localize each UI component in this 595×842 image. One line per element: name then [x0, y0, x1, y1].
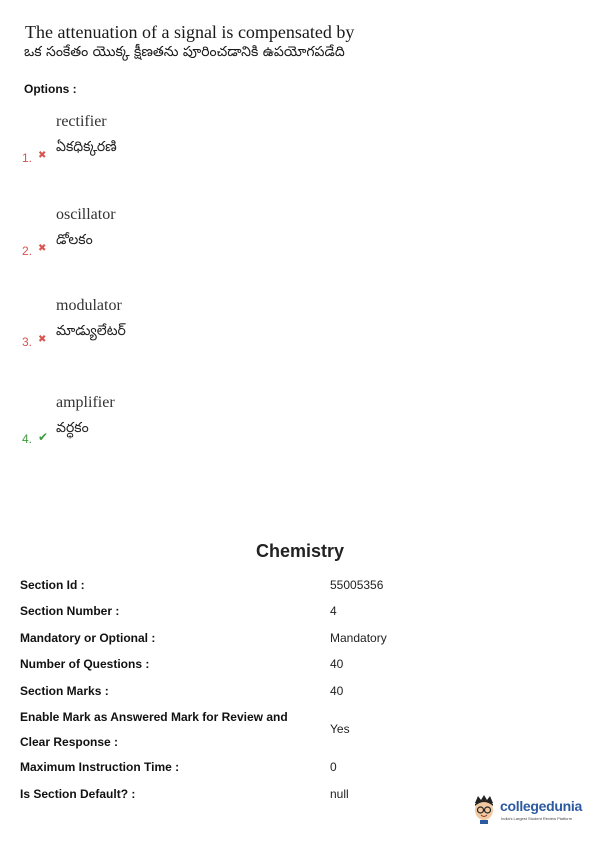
row-key: Is Section Default? :: [20, 787, 136, 801]
option-telugu: ఏకధిక్కరణి: [56, 139, 117, 155]
brand-name: collegedunia: [500, 798, 582, 814]
row-key: Section Id :: [20, 578, 85, 592]
option-4: [0, 394, 595, 474]
option-number: 3.: [22, 335, 33, 349]
row-value: 0: [330, 760, 337, 774]
option-english: oscillator: [56, 206, 116, 223]
option-english: rectifier: [56, 113, 107, 130]
row-value: 55005356: [330, 578, 384, 592]
option-3: [0, 297, 595, 377]
collegedunia-logo: [472, 792, 590, 832]
brand-tagline: India's Largest Student Review Platform: [501, 816, 573, 821]
row-key: Number of Questions :: [20, 657, 150, 671]
cross-icon: ✖: [38, 150, 47, 161]
option-english: amplifier: [56, 394, 115, 411]
row-value: null: [330, 787, 349, 801]
question-telugu: ఒక సంకేతం యొక్క క్షీణతను పూరించడానికి ఉపయోగపడేది: [24, 44, 345, 60]
cross-icon: ✖: [38, 243, 47, 254]
mascot-icon: [472, 794, 496, 824]
option-1: [0, 113, 595, 193]
section-title: Chemistry: [255, 541, 345, 561]
option-number: 2.: [22, 244, 33, 258]
option-telugu: వర్ధకం: [56, 420, 89, 436]
row-value: Yes: [330, 722, 350, 736]
option-2: [0, 206, 595, 286]
row-value: 40: [330, 657, 344, 671]
options-label: Options :: [24, 82, 77, 96]
option-english: modulator: [56, 297, 122, 314]
row-key-continued: Clear Response :: [20, 735, 119, 749]
row-key: Section Number :: [20, 604, 120, 618]
check-icon: ✔: [38, 430, 49, 444]
option-telugu: మాడ్యులేటర్: [56, 323, 126, 339]
option-number: 1.: [22, 151, 33, 165]
question-english: The attenuation of a signal is compensated by: [25, 22, 355, 42]
cross-icon: ✖: [38, 334, 47, 345]
row-value: Mandatory: [330, 631, 387, 645]
row-value: 40: [330, 684, 344, 698]
row-key: Enable Mark as Answered Mark for Review and: [20, 710, 288, 724]
row-key: Mandatory or Optional :: [20, 631, 156, 645]
option-telugu: డోలకం: [56, 232, 93, 248]
row-key: Section Marks :: [20, 684, 109, 698]
row-key: Maximum Instruction Time :: [20, 760, 180, 774]
option-number: 4.: [22, 432, 33, 446]
row-value: 4: [330, 604, 337, 618]
